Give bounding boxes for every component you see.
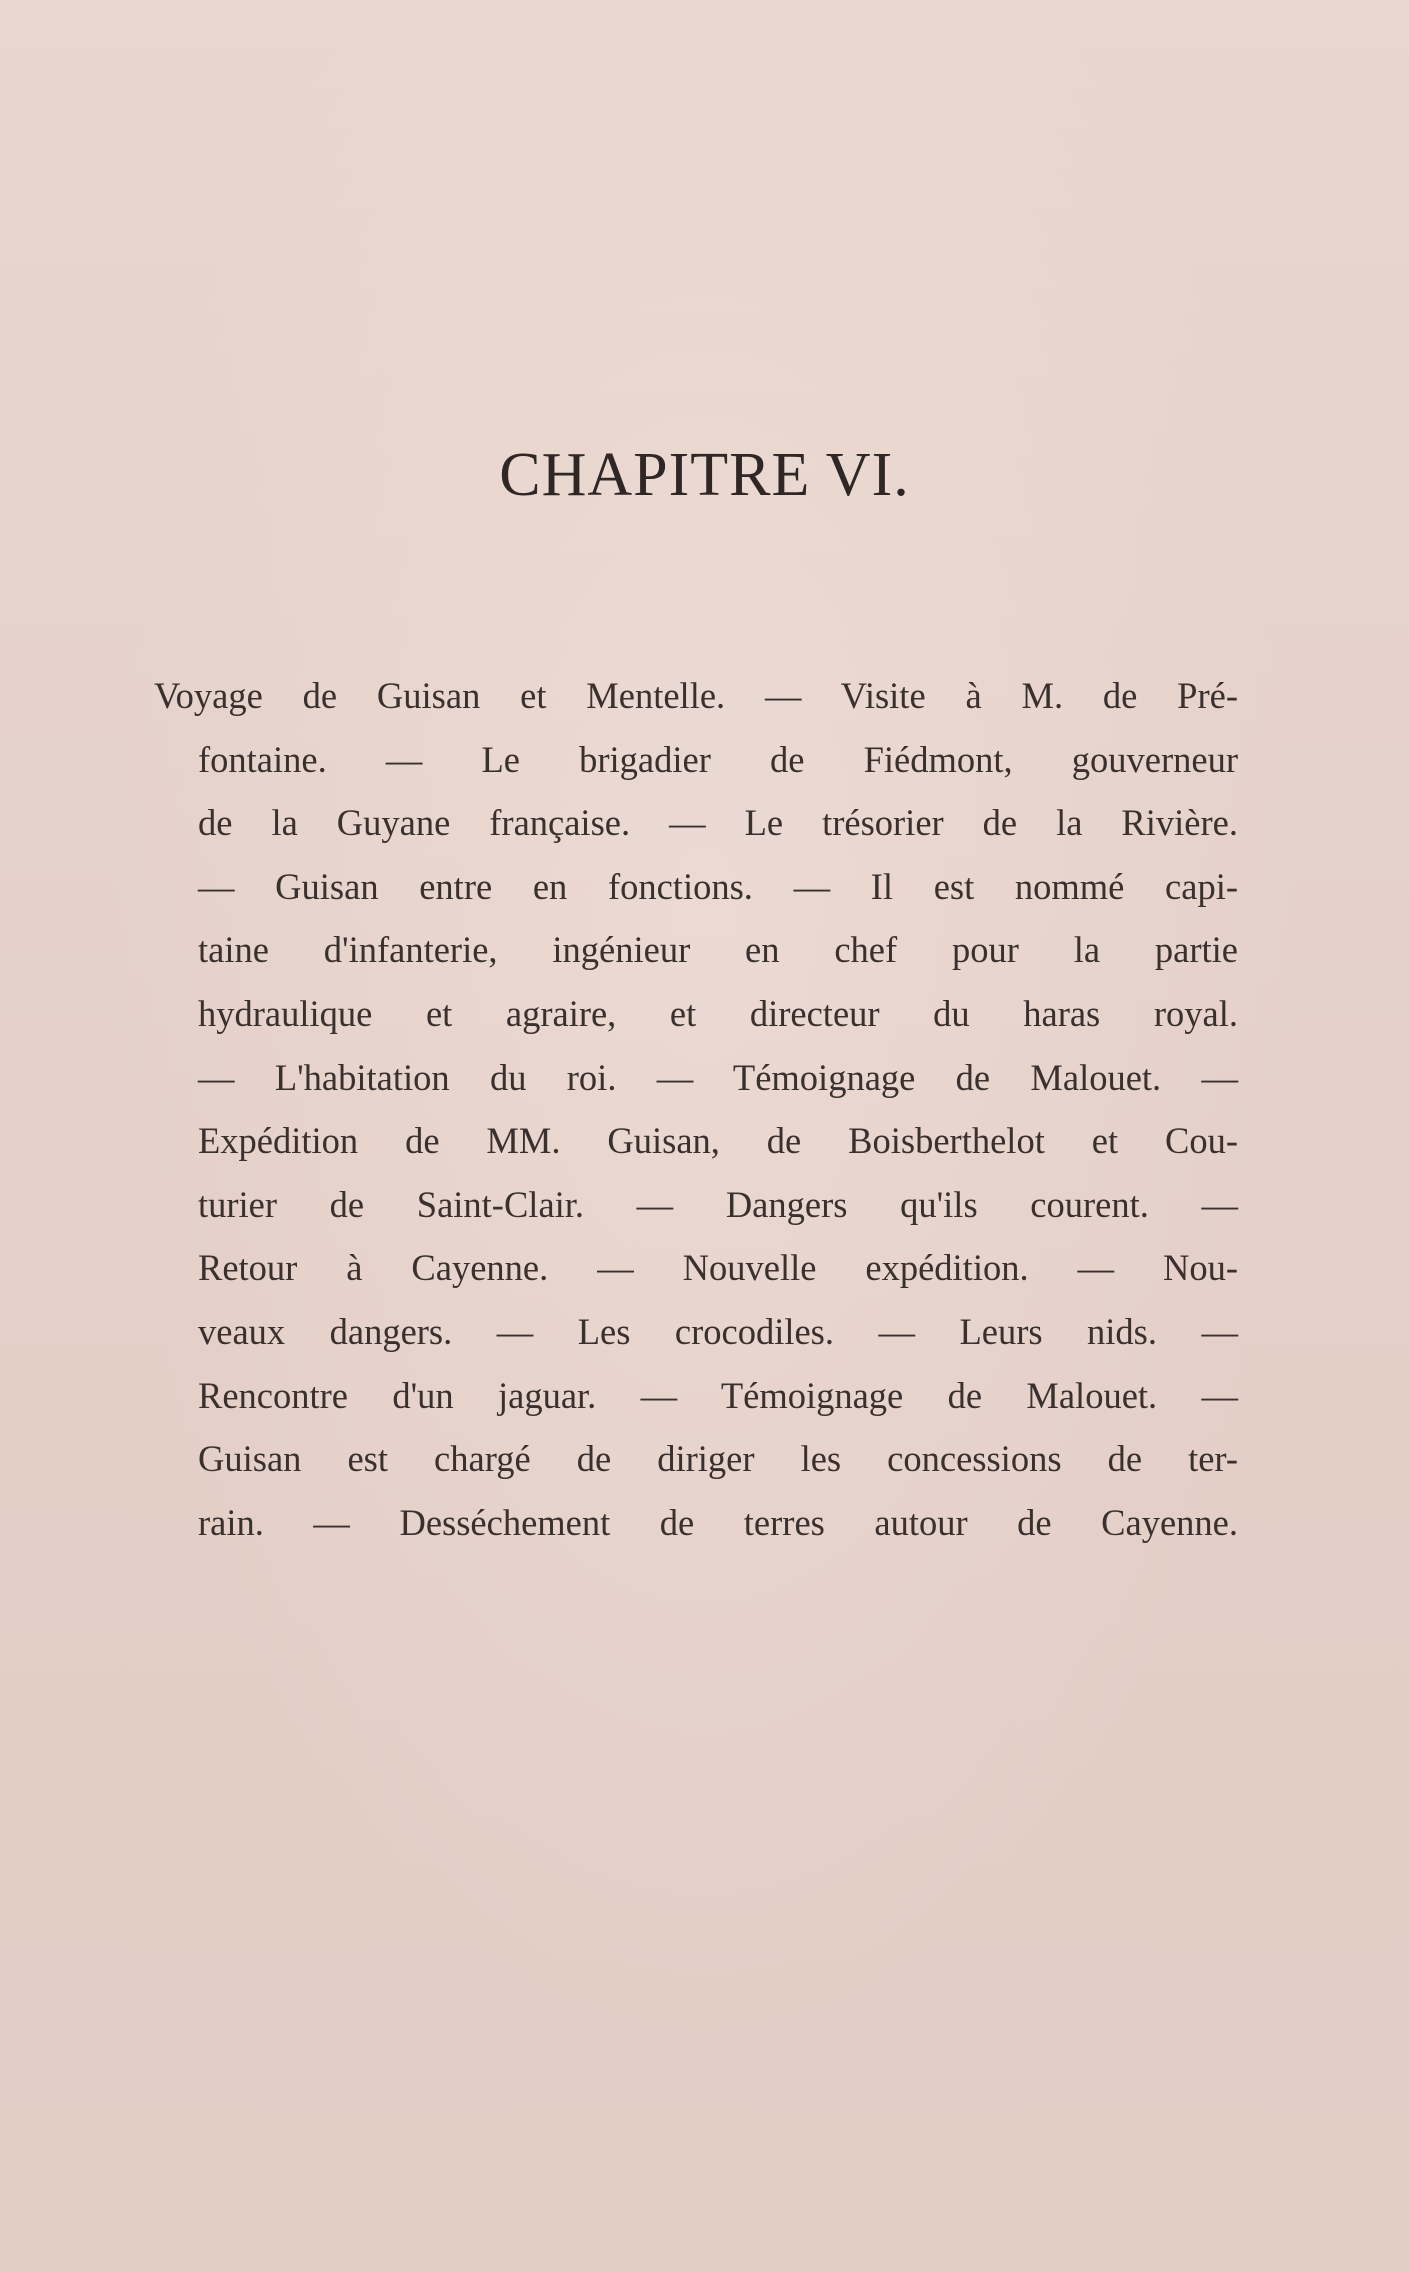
summary-line: de la Guyane française. — Le trésorier de la Rivière.	[198, 802, 1238, 844]
summary-line: Expédition de MM. Guisan, de Boisberthelot et Cou-	[198, 1120, 1238, 1162]
summary-line: taine d'infanterie, ingénieur en chef pour la partie	[198, 929, 1238, 971]
summary-line: — L'habitation du roi. — Témoignage de Malouet. —	[198, 1056, 1238, 1098]
summary-line: — Guisan entre en fonctions. — Il est nommé capi-	[198, 865, 1238, 907]
summary-line: turier de Saint-Clair. — Dangers qu'ils courent. —	[198, 1183, 1238, 1225]
summary-line: rain. — Desséchement de terres autour de Cayenne.	[198, 1501, 1238, 1543]
summary-line: Rencontre d'un jaguar. — Témoignage de Malouet. —	[198, 1374, 1238, 1416]
summary-line: Voyage de Guisan et Mentelle. — Visite à M. de Pré-	[154, 675, 1238, 716]
summary-line: veaux dangers. — Les crocodiles. — Leurs nids. —	[198, 1310, 1238, 1352]
summary-line: Retour à Cayenne. — Nouvelle expédition. — Nou-	[198, 1247, 1238, 1289]
chapter-summary	[154, 664, 1238, 1554]
summary-line: Guisan est chargé de diriger les concessions de ter-	[198, 1438, 1238, 1480]
summary-line: hydraulique et agraire, et directeur du haras royal.	[198, 992, 1238, 1034]
summary-line: fontaine. — Le brigadier de Fiédmont, gouverneur	[198, 738, 1238, 780]
chapter-title: CHAPITRE VI.	[499, 441, 910, 509]
